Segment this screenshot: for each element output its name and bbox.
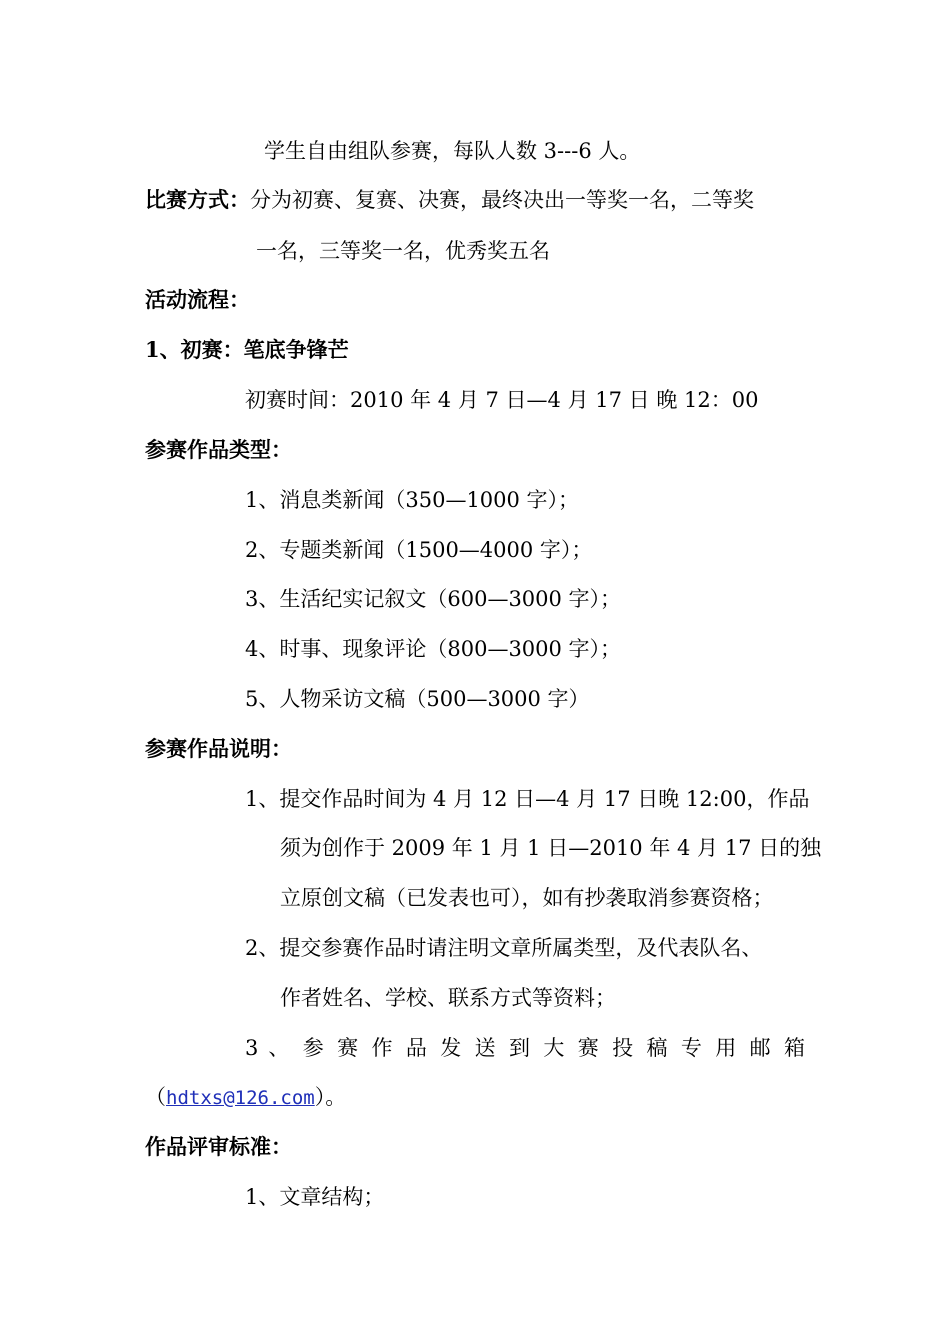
entry-note-1: 1、提交作品时间为 4 月 12 日—4 月 17 日晚 12:00，作品 [245, 787, 810, 811]
open-paren: （ [145, 1085, 166, 1109]
competition-format-label: 比赛方式： [145, 187, 250, 212]
competition-format-text: 分为初赛、复赛、决赛，最终决出一等奖一名，二等奖 [250, 188, 754, 212]
entry-note-2-continued: 作者姓名、学校、联系方式等资料； [280, 986, 616, 1010]
entry-types-heading: 参赛作品类型： [145, 437, 292, 462]
entry-type-item: 3、生活纪实记叙文（600—3000 字）； [245, 587, 622, 611]
entry-notes-heading: 参赛作品说明： [145, 736, 292, 761]
competition-format-row [145, 185, 754, 215]
criteria-item: 1、文章结构； [245, 1185, 385, 1209]
entry-note-3: 3 、 参 赛 作 品 发 送 到 大 赛 投 稿 专 用 邮 箱 [245, 1036, 805, 1060]
team-size-text: 学生自由组队参赛，每队人数 3---6 人。 [264, 139, 641, 163]
entry-note-1-continued: 须为创作于 2009 年 1 月 1 日—2010 年 4 月 17 日的独 [280, 836, 822, 860]
process-heading: 活动流程： [145, 287, 250, 312]
close-paren: ）。 [314, 1085, 347, 1109]
entry-type-item: 2、专题类新闻（1500—4000 字）； [245, 538, 593, 562]
entry-type-item: 1、消息类新闻（350—1000 字）； [245, 488, 580, 512]
submission-email-link[interactable]: hdtxs@126.com [166, 1087, 315, 1109]
criteria-heading: 作品评审标准： [145, 1134, 292, 1159]
entry-type-item: 5、人物采访文稿（500—3000 字） [245, 687, 590, 711]
competition-format-text-continued: 一名，三等奖一名，优秀奖五名 [256, 239, 550, 263]
entry-type-item: 4、时事、现象评论（800—3000 字）； [245, 637, 622, 661]
entry-note-1-continued: 立原创文稿（已发表也可），如有抄袭取消参赛资格； [280, 886, 774, 910]
preliminary-heading: 1、初赛：笔底争锋芒 [145, 337, 349, 362]
preliminary-time: 初赛时间：2010 年 4 月 7 日—4 月 17 日 晚 12：00 [245, 388, 759, 412]
entry-note-2: 2、提交参赛作品时请注明文章所属类型，及代表队名、 [245, 936, 763, 960]
entry-note-3-email-row [145, 1082, 346, 1113]
